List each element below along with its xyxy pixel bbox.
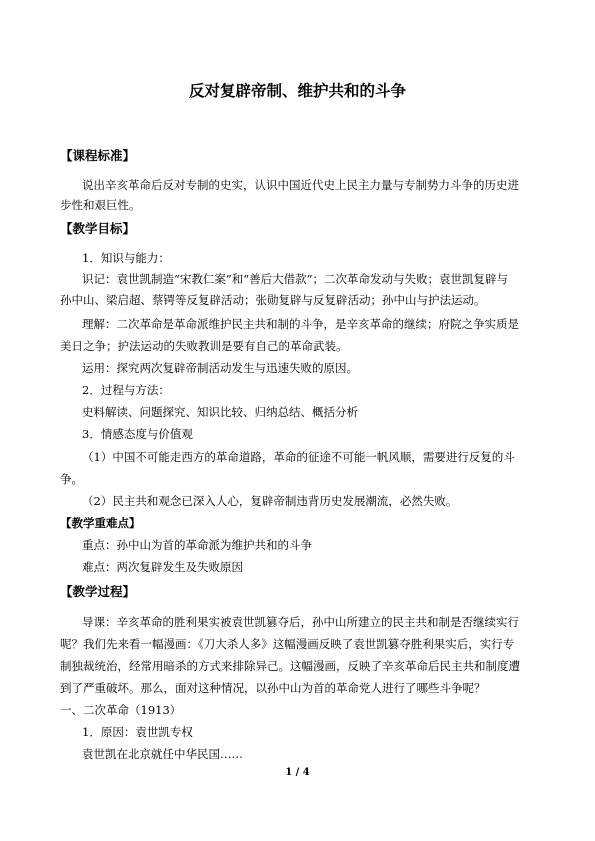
process-line: 1．原因：袁世凯专权: [82, 725, 193, 739]
page-number: 1 / 4: [285, 767, 310, 778]
goals-line: （1）中国不可能走西方的革命道路，革命的征途不可能一帆风顺，需要进行反复的斗: [82, 450, 515, 464]
page-title: 反对复辟帝制、维护共和的斗争: [188, 82, 406, 100]
goals-line: 孙中山、梁启超、蔡锷等反复辟活动；张勋复辟与反复辟活动；孙中山与护法运动。: [60, 293, 486, 307]
process-line: 到了严重破坏。那么，面对这种情况，以孙中山为首的革命党人进行了哪些斗争呢？: [60, 681, 486, 695]
process-line: 导课：辛亥革命的胜利果实被袁世凯篡夺后，孙中山所建立的民主共和制是否继续实行: [82, 615, 519, 629]
goals-line: （2）民主共和观念已深入人心，复辟帝制违背历史发展潮流，必然失败。: [82, 494, 458, 508]
process-line: 呢？我们先来看一幅漫画：《刀大杀人多》这幅漫画反映了袁世凯篡夺胜利果实后，实行专: [60, 637, 515, 651]
standard-line: 步性和艰巨性。: [60, 198, 141, 212]
goals-line: 2．过程与方法：: [82, 383, 170, 397]
process-line: 袁世凯在北京就任中华民国……: [82, 747, 243, 761]
process-line: 一、二次革命（1913）: [60, 703, 182, 717]
goals-line: 识记：袁世凯制造“宋教仁案”和“善后大借款”；二次革命发动与失败；袁世凯复辟与: [82, 272, 509, 286]
goals-line: 运用：探究两次复辟帝制活动发生与迅速失败的原因。: [82, 361, 358, 375]
process-line: 制独裁统治，经常用暗杀的方式来排除异己。这幅漫画，反映了辛亥革命后民主共和制度遭: [60, 659, 520, 673]
section-heading-goals: 【教学目标】: [60, 221, 136, 236]
goals-line: 1．知识与能力：: [82, 251, 170, 265]
section-heading-key-points: 【教学重难点】: [60, 516, 141, 530]
standard-line: 说出辛亥革命后反对专制的史实，认识中国近代史上民主力量与专制势力斗争的历史进: [82, 178, 519, 192]
goals-line: 3．情感态度与价值观: [82, 427, 193, 441]
goals-line: 史料解读、问题探究、知识比较、归纳总结、概括分析: [82, 405, 358, 419]
key-point-line: 难点：两次复辟发生及失败原因: [82, 560, 243, 574]
section-heading-standard: 【课程标准】: [60, 148, 136, 163]
key-point-line: 重点：孙中山为首的革命派为维护共和的斗争: [82, 538, 312, 552]
goals-line: 美日之争；护法运动的失败教训是要有自己的革命武装。: [60, 339, 348, 353]
section-heading-process: 【教学过程】: [60, 584, 136, 599]
goals-line: 理解：二次革命是革命派维护民主共和制的斗争，是辛亥革命的继续；府院之争实质是: [82, 317, 519, 331]
goals-line: 争。: [60, 472, 83, 486]
